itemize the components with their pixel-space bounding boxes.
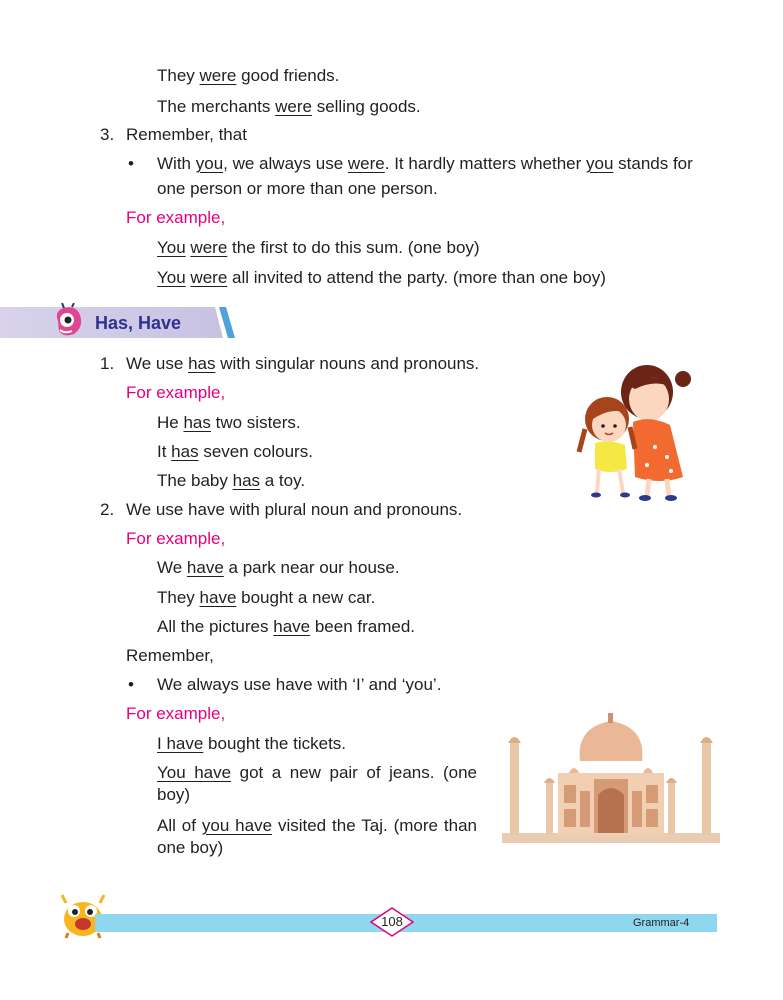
example-line: All the pictures have been framed. [157,617,416,636]
section-title: Has, Have [95,313,182,333]
example-line: I have bought the tickets. [157,734,347,753]
for-example-label: For example, [126,529,226,548]
bullet-mark: • [128,675,134,694]
for-example-label: For example, [126,704,226,723]
book-title: Grammar-4 [633,917,690,929]
for-example-label: For example, [126,383,226,402]
list-number: 2. [100,500,115,519]
example-line: The baby has a toy. [157,471,306,490]
taj-mahal-illustration [502,713,720,843]
list-number: 3. [100,125,115,144]
for-example-label: For example, [126,208,226,227]
bullet-mark: • [128,154,134,173]
example-line: All of you have visited the Taj. (more than one boy) [157,816,477,857]
sisters-illustration [575,357,695,502]
example-line: The merchants were selling goods. [157,97,421,116]
example-line: It has seven colours. [157,442,313,461]
example-line: They have bought a new car. [157,588,376,607]
rule-text: We always use have with ‘I’ and ‘you’. [157,675,442,694]
example-line: You were all invited to attend the party. (more than one boy) [157,268,606,287]
list-number: 1. [100,354,115,373]
example-line: They were good friends. [157,66,340,85]
example-line: He has two sisters. [157,413,301,432]
rule-text: Remember, that [126,125,247,144]
page-number: 108 [381,914,403,929]
rule-text: We use has with singular nouns and pronouns. [126,354,480,373]
rule-text: one person or more than one person. [157,179,438,198]
rule-text: We use have with plural noun and pronouns. [126,500,463,519]
rule-text: With you, we always use were. It hardly matters whether you stands for [157,154,693,173]
monster-mascot-icon [50,303,86,339]
remember-label: Remember, [126,646,214,665]
example-line: We have a park near our house. [157,558,400,577]
example-line: You were the first to do this sum. (one boy) [157,238,480,257]
example-line: You have got a new pair of jeans. (one boy) [157,763,478,804]
